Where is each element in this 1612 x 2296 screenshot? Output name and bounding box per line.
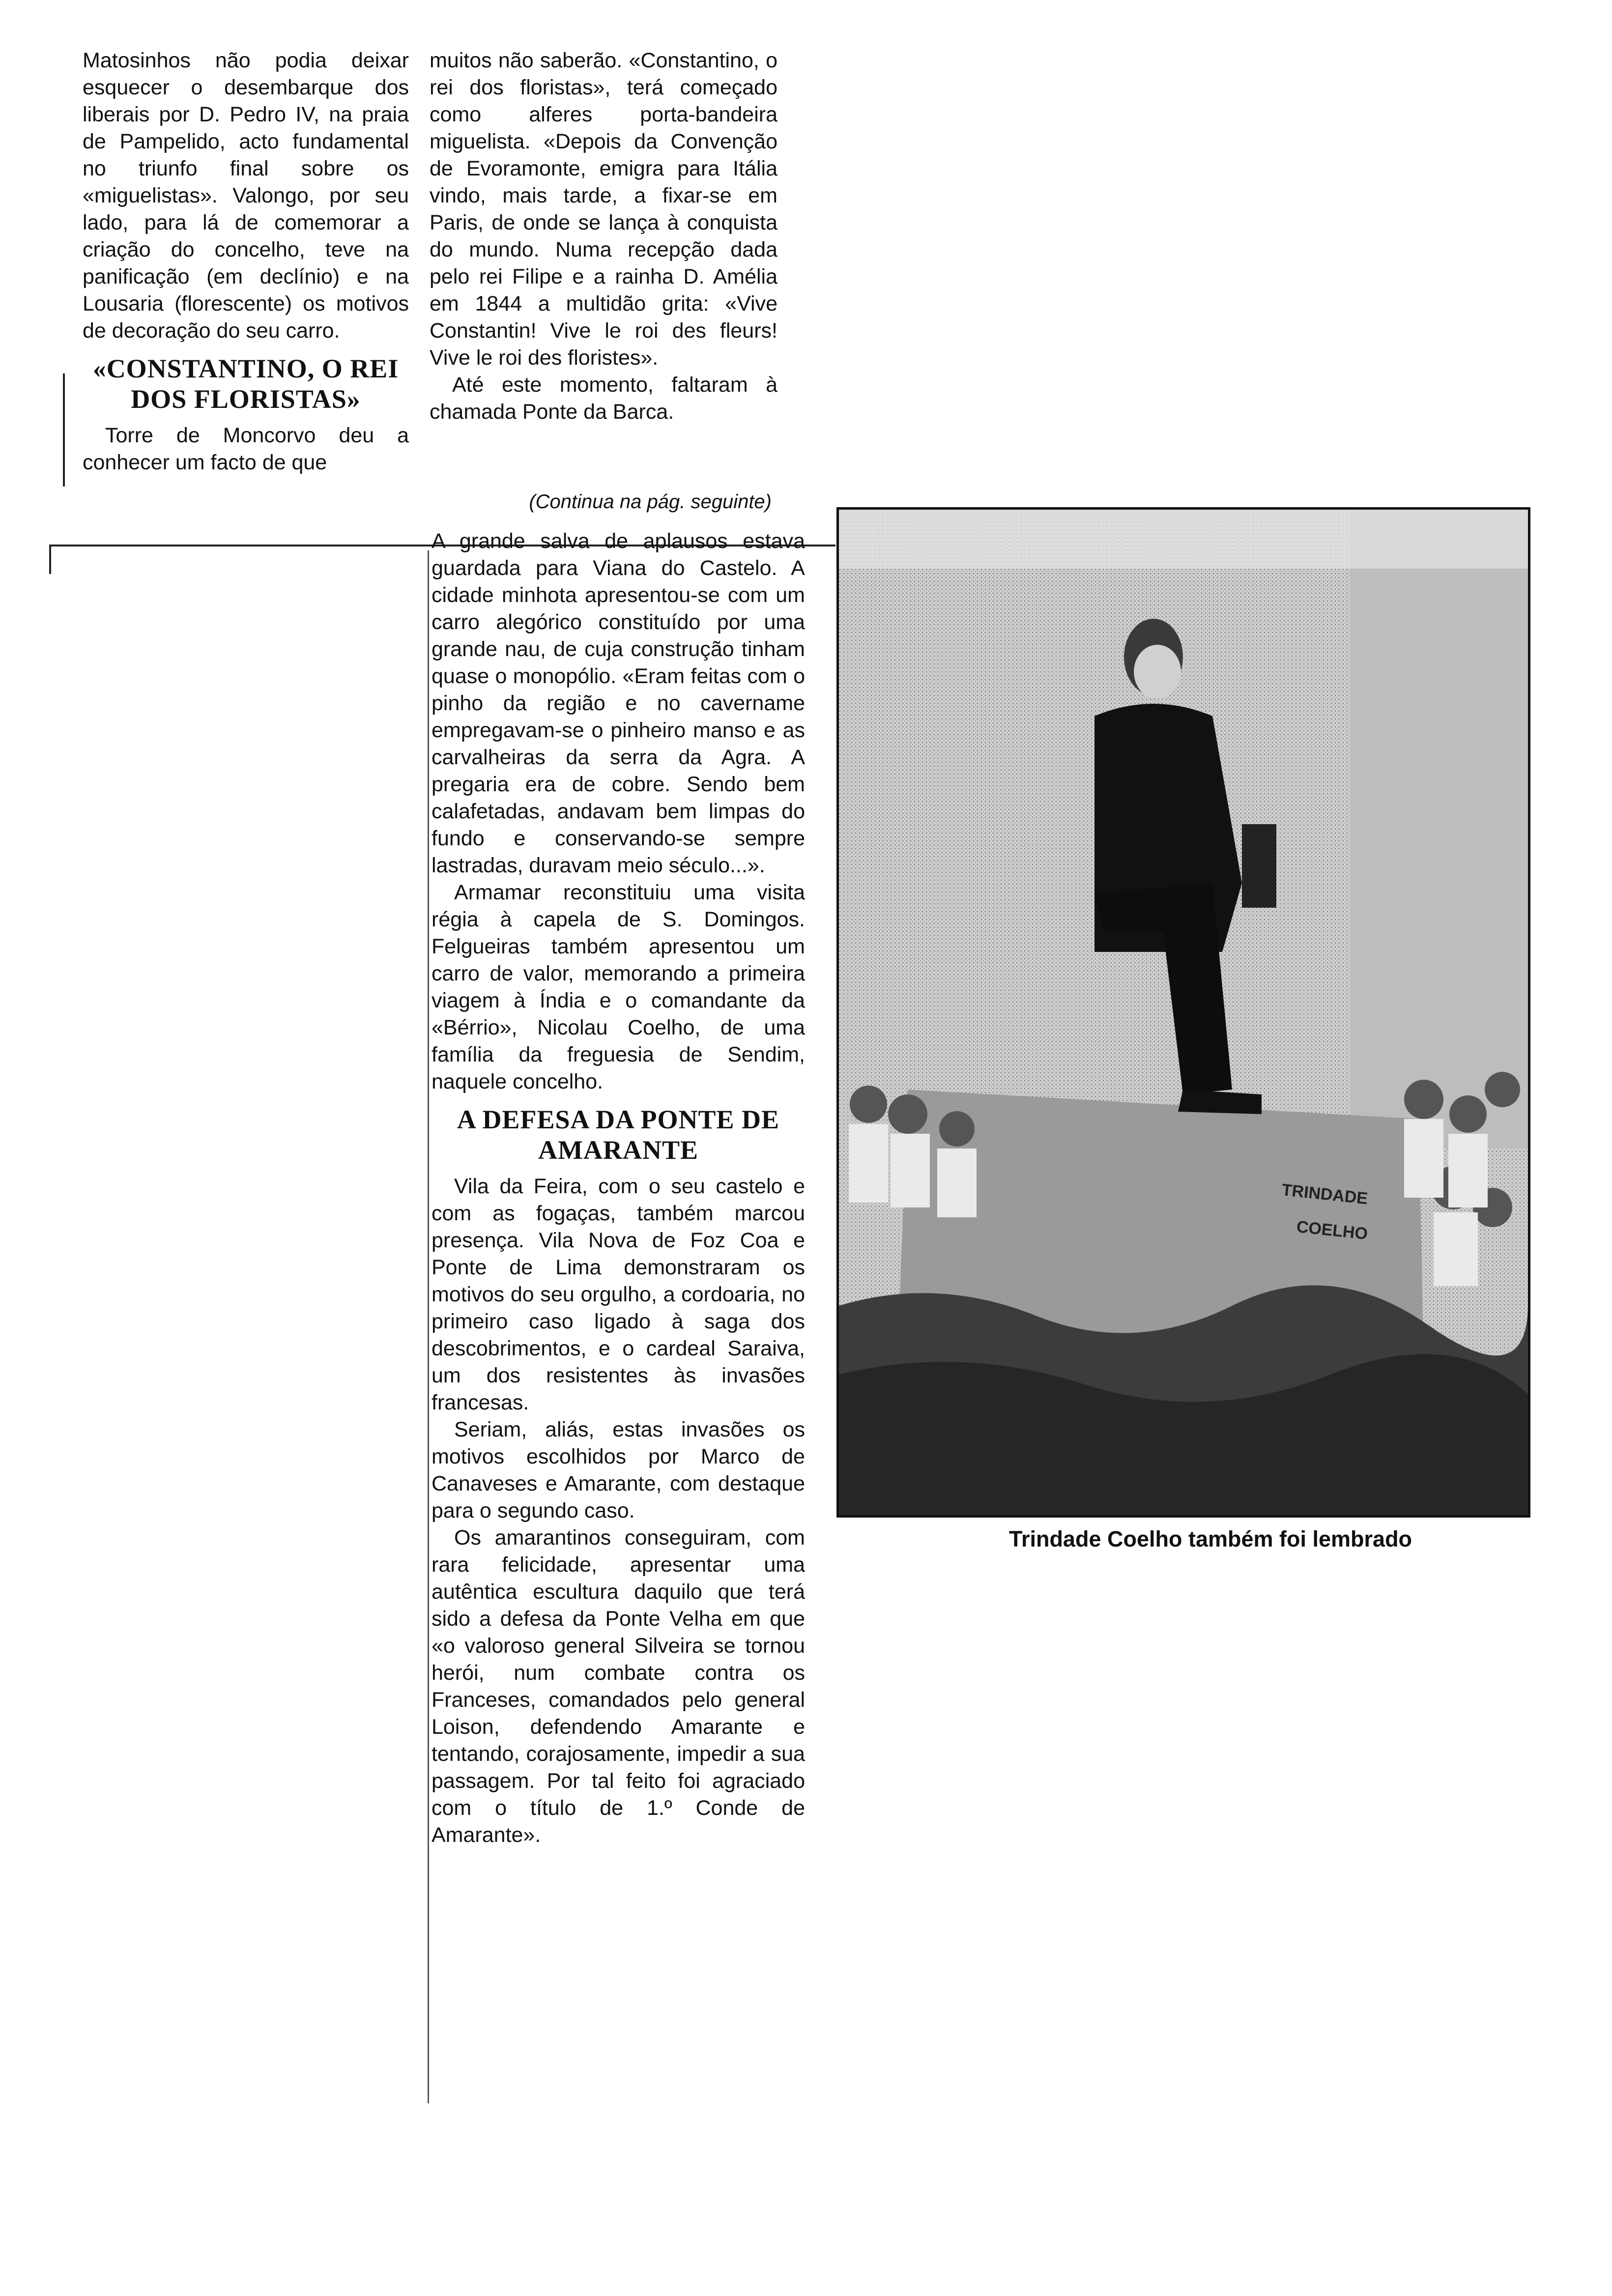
photo-caption: Trindade Coelho também foi lembrado (1008, 1526, 1412, 1551)
paragraph: Até este momento, faltaram à chamada Ponte da Barca. (430, 373, 777, 424)
paragraph: Torre de Moncorvo deu a conhecer um facto de que (83, 424, 409, 474)
photo-illustration (839, 510, 1528, 1515)
subheading-ponte-amarante: A DEFESA DA PONTE DE AMARANTE (457, 1105, 780, 1165)
divider-rule (428, 550, 429, 2103)
article-column-1 (83, 47, 409, 476)
divider-rule (63, 373, 65, 487)
news-photo (836, 507, 1530, 1518)
article-column-2 (430, 47, 777, 426)
plinth-text-1: TRINDADE (1281, 1180, 1369, 1208)
paragraph: Seriam, aliás, estas invasões os motivos escolhidos por Marco de Canaveses e Amarante, com destaque para o segundo caso. (432, 1418, 805, 1522)
paragraph: Armamar reconstituiu uma visita régia à capela de S. Domingos. Felgueiras também apresentou um carro de valor, memorando a primeira viagem à Índia e o comandante da «Bérrio», Nicolau Coelho, de uma família da freguesia de Sendim, naquele concelho. (432, 881, 805, 1093)
paragraph: Matosinhos não podia deixar esquecer o desembarque dos liberais por D. Pedro IV, na praia de Pampelido, acto fundamental no triunfo final sobre os «miguelistas». Valongo, por seu lado, para lá de comemorar a criação do concelho, teve na panificação (em declínio) e na Lousaria (florescente) os motivos de decoração do seu carro. (83, 49, 409, 343)
paragraph: muitos não saberão. «Constantino, o rei dos floristas», terá começado como alferes porta-bandeira miguelista. «Depois da Convenção de Evoramonte, emigra para Itália vindo, mais tarde, a fixar-se em Paris, de onde se lança à conquista do mundo. Numa recepção dada pelo rei Filipe e a rainha D. Amélia em 1844 a multidão grita: «Vive Constantin! Vive le roi des fleurs! Vive le roi des floristes». (430, 49, 777, 370)
paragraph: Os amarantinos conseguiram, com rara felicidade, apresentar uma autêntica escultura daquilo que terá sido a defesa da Ponte Velha em que «o valoroso general Silveira se tornou herói, num combate contra os Franceses, comandados pelo general Loison, defendendo Amarante e tentando, corajosamente, impedir a sua passagem. Por tal feito foi agraciado com o título de 1.º Conde de Amarante». (432, 1526, 805, 1847)
plinth-text-2: COELHO (1295, 1217, 1369, 1244)
divider-rule (49, 545, 51, 574)
paragraph: A grande salva de aplausos estava guardada para Viana do Castelo. A cidade minhota apresentou-se com um carro alegórico constituído por uma grande nau, de cuja construção tinham quase o monopólio. «Eram feitas com o pinho da região e no cavername empregavam-se o pinheiro manso e as carvalheiras da serra da Agra. A pregaria era de cobre. Sendo bem calafetadas, andavam bem limpas do fundo e conservando-se sempre lastradas, duravam meio século...». (432, 529, 805, 877)
continued-note: (Continua na pág. seguinte) (529, 491, 772, 513)
subheading-constantino: «CONSTANTINO, O REI DOS FLORISTAS» (92, 354, 399, 414)
article-column-3 (432, 528, 805, 1849)
paragraph: Vila da Feira, com o seu castelo e com as fogaças, também marcou presença. Vila Nova de Foz Coa e Ponte de Lima demonstraram os motivos do seu orgulho, a cordoaria, no primeiro caso ligado à saga dos descobrimentos, e o cardeal Saraiva, um dos resistentes às invasões francesas. (432, 1175, 805, 1414)
